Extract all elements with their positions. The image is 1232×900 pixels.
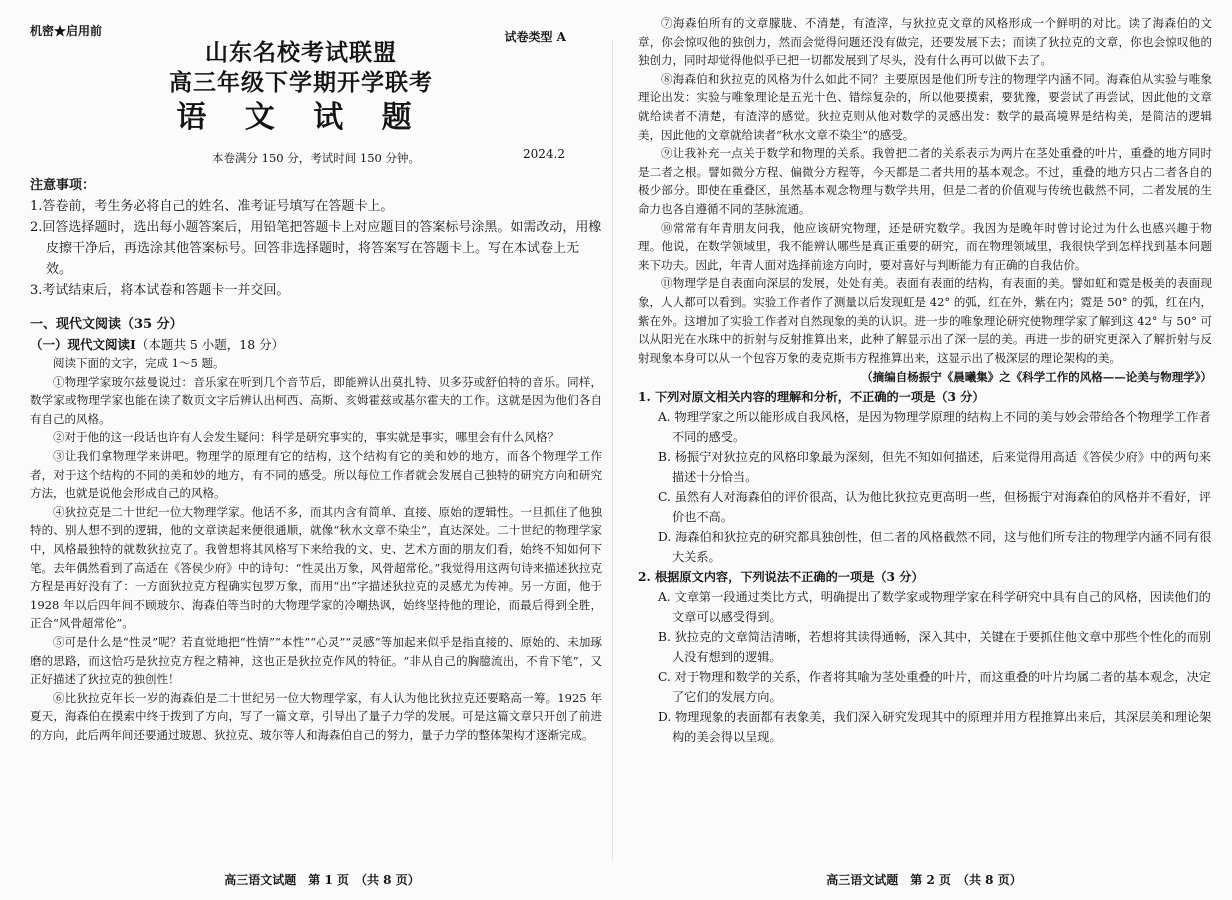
paragraph: ⑤可是什么是“性灵”呢？若直觉地把“性情”“本性”“心灵”“灵感”等加起来似乎是指直接的、原始的、未加琢磨的思路，而这恰巧是狄拉克方程之精神，这也正是狄拉克作风的特征。“非从自己的胸臆流出，不肯下笔”，又正好描述了狄拉克的独创性！ [30,634,602,687]
subsection-title [30,335,602,354]
option-b: B. 狄拉克的文章简洁清晰，若想将其读得通畅，深入其中，关键在于要抓住他文章中那些个性化的而别人没有想到的逻辑。 [658,630,1211,665]
question-stem: 2. 根据原文内容，下列说法不正确的一项是（3 分） [638,570,924,585]
paragraph: ⑨让我补充一点关于数学和物理的关系。我曾把二者的关系表示为两片在茎处重叠的叶片，重叠的地方同时是二者之根。譬如微分方程、偏微分方程等，今天都是二者共用的基本观念。不过，重叠的地方只占二者各自的极少部分。即使在重叠区，虽然基本观念物理与数学共用，但是二者的价值观与传统也截然不同，二者发展的生命力也各自遵循不同的茎脉流通。 [638,146,1212,216]
exam-title [30,38,602,138]
question-stem: 1. 下列对原文相关内容的理解和分析，不正确的一项是（3 分） [638,390,985,405]
paper-type-label: 试卷类型 A [504,30,566,44]
question-1 [638,387,1212,567]
title-line-2: 高三年级下学期开学联考 [169,69,433,96]
page-header [30,22,602,44]
option-d: D. 海森伯和狄拉克的研究都具独创性，但二者的风格截然不同，这与他们所专注的物理学内涵不同有很大关系。 [658,530,1212,565]
notice-heading: 注意事项： [30,178,96,193]
notice-item: 1.答卷前，考生务必将自己的姓名、准考证号填写在答题卡上。 [30,199,394,214]
option-b: B. 杨振宁对狄拉克的风格印象最为深刻，但先不知如何描述，后来觉得用高适《答侯少府》中的两句来描述十分恰当。 [658,450,1211,485]
paragraph: ⑥比狄拉克年长一岁的海森伯是二十世纪另一位大物理学家，有人认为他比狄拉克还要略高一筹。1925 年夏天，海森伯在摸索中终于拨到了方向，写了一篇文章，引导出了量子力学的发展。可是这篇文章只开创了前进的方向，此后两年间还要通过玻恩、狄拉克、玻尔等人和海森伯自己的努力，量子力学的整体架构才逐渐完成。 [30,690,602,742]
page-2-footer: 高三语文试题 第 2 页 （共 8 页） [826,873,1022,887]
option-a: A. 物理学家之所以能形成自我风格，是因为物理学原理的结构上不同的美与妙会带给各个物理学工作者不同的感受。 [658,410,1211,445]
passage-part-2 [638,14,1212,367]
paragraph: ⑧海森伯和狄拉克的风格为什么如此不同？主要原因是他们所专注的物理学内涵不同。海森伯从实验与唯象理论出发：实验与唯象理论是五光十色、错综复杂的，所以他要摸索，要犹豫，要尝试了再尝试，因此他的文章就给读者不清楚，有渣滓的感觉。狄拉克则从他对数学的灵感出发：数学的最高境界是结构美，是简洁的逻辑美，因此他的文章就给读者“秋水文章不染尘”的感受。 [638,71,1212,142]
source-citation: （摘编自杨振宁《晨曦集》之《科学工作的风格——论美与物理学》） [861,370,1212,385]
confidential-label: 机密★启用前 [30,24,103,38]
subsection-name: （一）现代文阅读Ⅰ [30,337,136,352]
page-2 [616,0,1232,900]
passage-part-1 [30,354,602,744]
notice-item: 3.考试结束后，将本试卷和答题卡一并交回。 [30,283,290,298]
page-1-footer: 高三语文试题 第 1 页 （共 8 页） [224,873,420,887]
paragraph: ⑩常常有年青朋友问我，他应该研究物理，还是研究数学。我因为是晚年时曾讨论过为什么也感兴趣于物理。他说，在数学领域里，我不能辨认哪些是真正重要的研究，而在物理领域里，我很快学到怎样找到基本问题来下功夫。因此，年青人面对选择前途方向时，要对喜好与判断能力有正确的自我估价。 [638,220,1212,272]
paragraph: ①物理学家玻尔兹曼说过：音乐家在听到几个音节后，即能辨认出莫扎特、贝多芬或舒伯特的音乐。同样，数学家或物理学家也能在读了数页文字后辨认出柯西、高斯、亥姆霍兹或基尔霍夫的工作。这就是因为他们各自有自己的风格。 [30,374,602,426]
section-title: 一、现代文阅读（35 分） [30,317,183,332]
question-2 [638,567,1212,747]
title-line-1: 山东名校考试联盟 [205,39,397,66]
paragraph: ④狄拉克是二十世纪一位大物理学家。他话不多，而其内含有简单、直接、原始的逻辑性。一旦抓住了他独特的、别人想不到的逻辑，他的文章读起来便很通顺，就像“秋水文章不染尘”，直达深处。二十世纪的物理学家中，风格最独特的就数狄拉克了。我曾想将其风格写下来给我的文、史、艺术方面的朋友们看，始终不知如何下笔。去年偶然看到了高适在《答侯少府》中的诗句：“性灵出万象，风骨超常伦。”我觉得用这两句诗来描述狄拉克方程是再好没有了：一方面狄拉克方程确实包罗万象，而用“出”字描述狄拉克的灵感尤为传神。另一方面，他于 1928 年以后四年间不顾玻尔、海森伯等当时的大物理学家的冷嘲热讽，始终坚持他的理论，而最后得到全胜，正合“风骨超常伦”。 [30,504,602,631]
option-c: C. 对于物理和数学的关系，作者将其喻为茎处重叠的叶片，而这重叠的叶片均属二者的基本观念，决定了它们的发展方向。 [658,670,1211,705]
score-info: 本卷满分 150 分，考试时间 150 分钟。 [211,151,421,165]
option-d: D. 物理现象的表面都有表象美，我们深入研究发现其中的原理并用方程推算出来后，其深层美和理论架构的美会得以呈现。 [658,710,1212,745]
notice-list [30,196,602,301]
paragraph: ③让我们拿物理学来讲吧。物理学的原理有它的结构，这个结构有它的美和妙的地方，而各个物理学工作者，对于这个结构的不同的美和妙的地方，有不同的感受。所以每位工作者就会发展自己独特的研究方向和研究方法，也就是说他会形成自己的风格。 [30,448,602,501]
paragraph: ⑪物理学是自表面向深层的发展，处处有美。表面有表面的结构，有表面的美。譬如虹和霓是极美的表面现象，人人都可以看到。实验工作者作了测量以后发现虹是 42° 的弧，红在外，紫在内；霓是 50° 的弧，红在内，紫在外。这增加了实验工作者对自然现象的美的认识。进一步的唯象理论研究使物理学家了解到这 42° 与 50° 可以从阳光在水珠中的折射与反射推算出来，此种了解显示出了深一层的美。再进一步的研究更深入了解折射与反射现象本身可以从一个包容万象的麦克斯韦方程推算出来，这显示出了极深层的理论架构的美。 [638,276,1212,365]
subsection-note: （本题共 5 小题，18 分） [135,337,285,352]
notice-item: 2.回答选择题时，选出每小题答案后，用铅笔把答题卡上对应题目的答案标号涂黑。如需改动，用橡皮擦干净后，再选涂其他答案标号。回答非选择题时，将答案写在答题卡上。写在本试卷上无效。 [30,220,602,277]
paragraph: ⑦海森伯所有的文章朦胧、不清楚，有渣滓，与狄拉克文章的风格形成一个鲜明的对比。读了海森伯的文章，你会惊叹他的独创力，然而会觉得问题还没有做完，还要发展下去；而读了狄拉克的文章，你也会惊叹他的独创力，同时却觉得他似乎已把一切都发展到了尽头，没有什么再可以做下去了。 [638,16,1212,68]
exam-date: 2024.2 [523,147,565,161]
option-a: A. 文章第一段通过类比方式，明确提出了数学家或物理学家在科学研究中具有自己的风格，因读他们的文章可以感受得到。 [658,590,1211,625]
option-c: C. 虽然有人对海森伯的评价很高，认为他比狄拉克更高明一些，但杨振宁对海森伯的风格并不看好，评价也不高。 [658,490,1211,525]
title-line-3: 语 文 试 题 [176,100,426,135]
instruction: 阅读下面的文字，完成 1～5 题。 [53,356,225,370]
page-divider [612,40,613,860]
paragraph: ②对于他的这一段话也许有人会发生疑问：科学是研究事实的，事实就是事实，哪里会有什么风格？ [53,430,559,445]
